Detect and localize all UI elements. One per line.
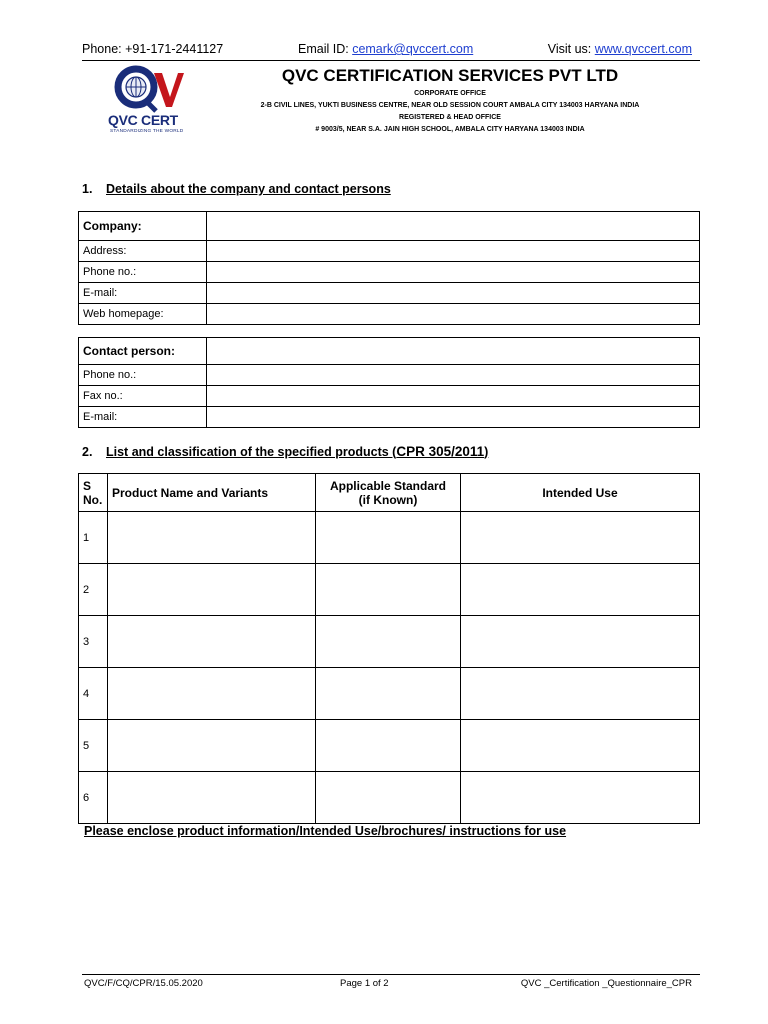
intended-use-cell[interactable] [461,512,700,564]
product-name-cell[interactable] [108,512,316,564]
email-info [298,42,473,56]
product-name-cell[interactable] [108,616,316,668]
corporate-office-address: 2-B CIVIL LINES, YUKTI BUSINESS CENTRE, NEAR OLD SESSION COURT AMBALA CITY 134003 HARYANA INDIA [260,102,640,109]
standard-cell[interactable] [316,564,461,616]
intended-use-header: Intended Use [461,474,700,512]
section-1-heading [82,182,391,196]
address-label: Address: [79,241,207,262]
standard-cell[interactable] [316,616,461,668]
phone-number: Phone: +91-171-2441127 [82,42,224,56]
row-number: 3 [79,616,108,668]
intended-use-cell[interactable] [461,772,700,824]
company-email-input[interactable] [207,283,700,304]
section-2-title-end: ) [484,445,489,459]
row-number: 1 [79,512,108,564]
company-email-label: E-mail: [79,283,207,304]
fax-label: Fax no.: [79,386,207,407]
contact-phone-label: Phone no.: [79,365,207,386]
table-row [79,564,700,616]
company-phone-input[interactable] [207,262,700,283]
company-name: QVC CERTIFICATION SERVICES PVT LTD [281,66,619,85]
contact-person-input[interactable] [207,338,700,365]
product-name-cell[interactable] [108,772,316,824]
section-2-title: List and classification of the specified products ( [106,445,397,459]
sno-header-line2: No. [83,492,103,507]
standard-cell[interactable] [316,720,461,772]
intended-use-cell[interactable] [461,616,700,668]
product-name-cell[interactable] [108,564,316,616]
sno-header [79,474,108,512]
products-header-row [79,474,700,512]
intended-use-cell[interactable] [461,720,700,772]
product-name-header: Product Name and Variants [108,474,316,512]
row-number: 2 [79,564,108,616]
section-1-title: Details about the company and contact persons [106,182,391,196]
section-2-number: 2. [82,445,93,459]
header-divider [82,60,700,61]
products-table [78,473,700,824]
intended-use-cell[interactable] [461,668,700,720]
logo-wordmark: QVC CERT [108,112,178,128]
website-label: Visit us: [547,42,595,56]
enclose-note: Please enclose product information/Intended Use/brochures/ instructions for use [84,824,567,838]
contact-email-label: E-mail: [79,407,207,428]
logo-tagline: STANDARDIZING THE WORLD [110,129,184,134]
contact-person-table [78,337,700,428]
section-2-heading [82,444,488,459]
product-name-cell[interactable] [108,668,316,720]
section-1-number: 1. [82,182,93,196]
contact-phone-input[interactable] [207,365,700,386]
company-label: Company: [79,212,207,241]
intended-use-cell[interactable] [461,564,700,616]
registered-office-label: REGISTERED & HEAD OFFICE [399,114,501,121]
standard-cell[interactable] [316,772,461,824]
standard-header-line1: Applicable Standard [329,478,447,493]
form-code: QVC/F/CQ/CPR/15.05.2020 [84,978,203,989]
web-homepage-input[interactable] [207,304,700,325]
company-details-table [78,211,700,325]
standard-header-line2: (if Known) [358,492,418,507]
website-link[interactable]: www.qvccert.com [594,42,692,56]
registered-office-address: # 9003/5, NEAR S.A. JAIN HIGH SCHOOL, AMBALA CITY HARYANA 134003 INDIA [315,126,585,133]
contact-person-label: Contact person: [79,338,207,365]
table-row [79,668,700,720]
standard-cell[interactable] [316,512,461,564]
web-homepage-label: Web homepage: [79,304,207,325]
table-row [79,720,700,772]
contact-bar [82,42,700,60]
email-label: Email ID: [298,42,353,56]
page-number: Page 1 of 2 [340,978,389,989]
product-name-cell[interactable] [108,720,316,772]
table-row [79,772,700,824]
website-info [548,42,692,56]
footer-divider [82,974,700,975]
company-phone-label: Phone no.: [79,262,207,283]
table-row [79,616,700,668]
sno-header-line1: S [83,478,92,493]
address-input[interactable] [207,241,700,262]
corporate-office-label: CORPORATE OFFICE [414,90,486,97]
row-number: 6 [79,772,108,824]
document-name: QVC _Certification _Questionnaire_CPR [520,978,692,989]
contact-email-input[interactable] [207,407,700,428]
row-number: 5 [79,720,108,772]
row-number: 4 [79,668,108,720]
table-row [79,512,700,564]
section-2-regulation: CPR 305/2011 [396,444,485,459]
company-input[interactable] [207,212,700,241]
standard-header [316,474,461,512]
email-link[interactable]: cemark@qvccert.com [352,42,474,56]
standard-cell[interactable] [316,668,461,720]
fax-input[interactable] [207,386,700,407]
